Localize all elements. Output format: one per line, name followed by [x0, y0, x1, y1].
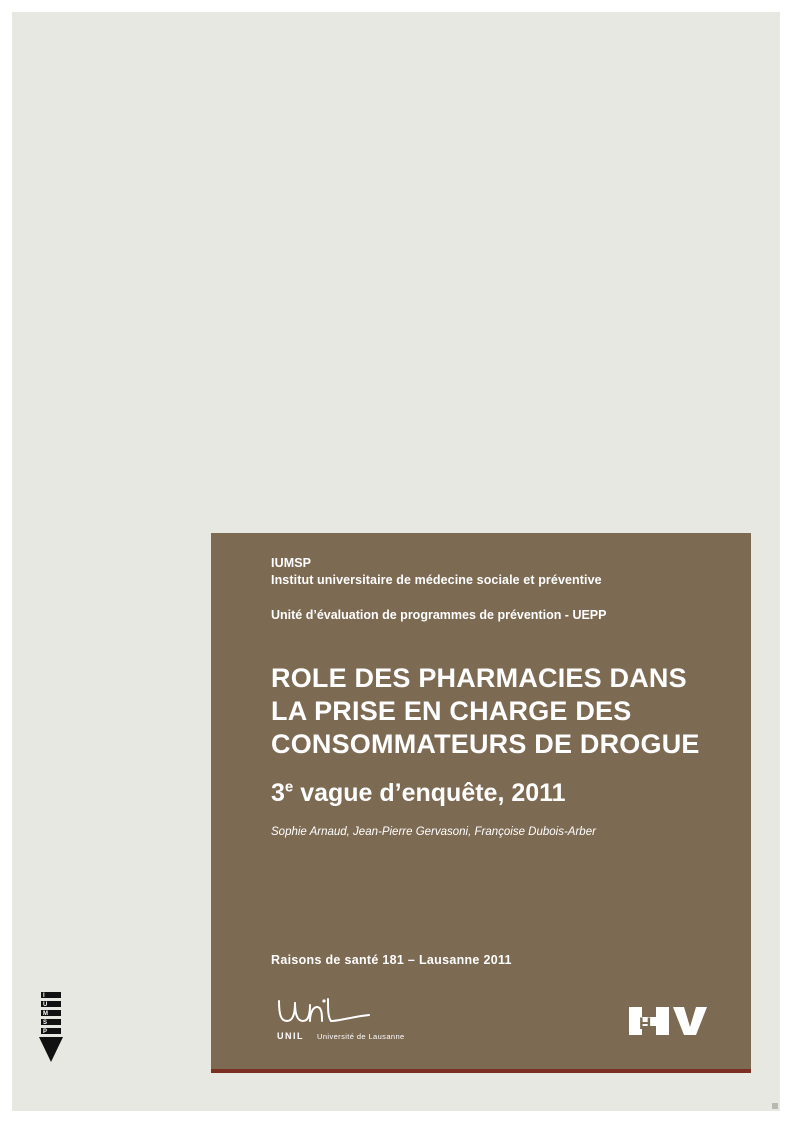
subtitle-ordinal-suffix: e: [284, 778, 294, 796]
page-corner-mark: [772, 1103, 778, 1109]
organisation-name: Institut universitaire de médecine sociale et préventive: [271, 573, 602, 587]
svg-text:M: M: [43, 1011, 48, 1017]
svg-text:I: I: [43, 993, 45, 999]
svg-text:U: U: [43, 1002, 48, 1008]
authors-line: Sophie Arnaud, Jean-Pierre Gervasoni, Françoise Dubois-Arber: [271, 826, 596, 838]
hv-logo-icon: [629, 1001, 709, 1041]
svg-text:S: S: [43, 1020, 48, 1026]
iumsp-spine-icon: [33, 990, 69, 1070]
unit-name: Unité d’évaluation de programmes de prévention - UEPP: [271, 608, 607, 622]
series-line: Raisons de santé 181 – Lausanne 2011: [271, 953, 512, 967]
svg-text:UNIL: UNIL: [277, 1031, 304, 1041]
subtitle-rest: vague d’enquête, 2011: [293, 779, 566, 807]
page-margin-bottom: [0, 1111, 794, 1123]
page-margin-left: [0, 0, 12, 1123]
cover-text-area: [271, 555, 727, 840]
svg-text:P: P: [43, 1029, 48, 1035]
svg-text:H: H: [639, 1014, 652, 1033]
page-subtitle: [271, 778, 727, 808]
organisation-acronym: IUMSP: [271, 556, 312, 570]
page-margin-right: [780, 0, 794, 1123]
page-title: ROLE DES PHARMACIES DANS LA PRISE EN CHARGE DES CONSOMMATEURS DE DROGUE: [271, 663, 700, 759]
page-margin-top: [0, 0, 794, 12]
svg-text:Université de Lausanne: Université de Lausanne: [317, 1032, 405, 1041]
cover-block: [211, 533, 751, 1073]
unil-logo-icon: [273, 995, 443, 1047]
subtitle-number: 3: [271, 779, 285, 807]
